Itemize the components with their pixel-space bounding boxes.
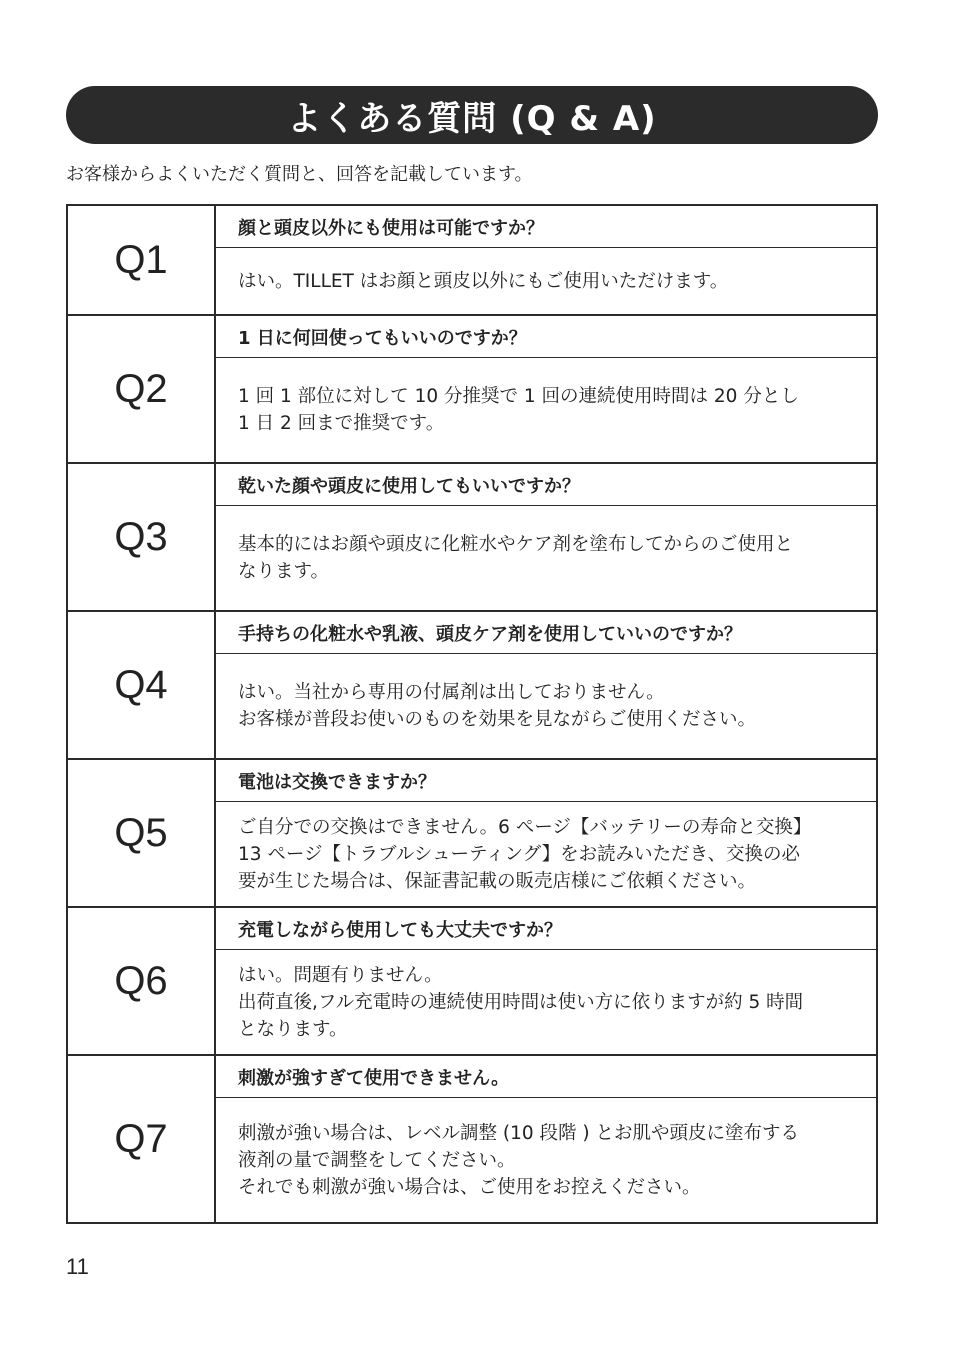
question-text: 刺激が強すぎて使用できません。 [216, 1056, 876, 1098]
qa-row [68, 908, 876, 1056]
question-text: 手持ちの化粧水や乳液、頭皮ケア剤を使用していいのですか？ [216, 612, 876, 654]
page-number: 11 [66, 1254, 89, 1279]
question-text: 充電しながら使用しても大丈夫ですか？ [216, 908, 876, 950]
qa-row [68, 206, 876, 316]
question-number: Q6 [68, 908, 216, 1054]
qa-body [216, 206, 876, 314]
qa-row [68, 464, 876, 612]
answer-text [216, 248, 876, 314]
answer-line: 1 回 1 部位に対して 10 分推奨で 1 回の連続使用時間は 20 分とし [238, 386, 799, 407]
answer-line: 基本的にはお顔や頭皮に化粧水やケア剤を塗布してからのご使用と [238, 534, 794, 555]
answer-line: はい。問題有りません。 [238, 964, 443, 986]
qa-body [216, 316, 876, 462]
answer-text [216, 802, 876, 906]
intro-text: お客様からよくいただく質問と、回答を記載しています。 [66, 164, 533, 185]
answer-text [216, 654, 876, 758]
answer-line: となります。 [238, 1018, 348, 1040]
qa-body [216, 908, 876, 1054]
title-banner [66, 86, 878, 144]
question-number: Q2 [68, 316, 216, 462]
answer-line: 13 ページ【トラブルシューティング】をお読みいただき、交換の必 [238, 843, 800, 865]
question-number: Q7 [68, 1056, 216, 1222]
qa-body [216, 612, 876, 758]
question-text: 電池は交換できますか？ [216, 760, 876, 802]
question-number: Q4 [68, 612, 216, 758]
answer-line: なります。 [238, 561, 330, 582]
answer-line: それでも刺激が強い場合は、ご使用をお控えください。 [238, 1176, 701, 1198]
question-number: Q5 [68, 760, 216, 906]
answer-line: お客様が普段お使いのものを効果を見ながらご使用ください。 [238, 709, 757, 730]
answer-text [216, 950, 876, 1054]
answer-text [216, 1098, 876, 1222]
answer-text [216, 506, 876, 610]
answer-line: はい。TILLET はお顔と頭皮以外にもご使用いただけます。 [238, 270, 729, 292]
question-text: 1 日に何回使ってもいいのですか？ [216, 316, 876, 358]
answer-line: 刺激が強い場合は、レベル調整 (10 段階 ) とお肌や頭皮に塗布する [238, 1122, 800, 1144]
answer-line: 出荷直後,フル充電時の連続使用時間は使い方に依りますが約 5 時間 [238, 991, 804, 1013]
question-text: 顔と頭皮以外にも使用は可能ですか？ [216, 206, 876, 248]
qa-body [216, 1056, 876, 1222]
qa-row [68, 316, 876, 464]
answer-line: 要が生じた場合は、保証書記載の販売店様にご依頼ください。 [238, 870, 757, 892]
qa-body [216, 760, 876, 906]
answer-line: はい。当社から専用の付属剤は出しておりません。 [238, 682, 665, 703]
qa-row [68, 760, 876, 908]
question-number: Q3 [68, 464, 216, 610]
qa-row [68, 1056, 876, 1222]
answer-line: ご自分での交換はできません。6 ページ【バッテリーの寿命と交換】 [238, 816, 812, 838]
qa-row [68, 612, 876, 760]
qa-body [216, 464, 876, 610]
answer-line: 1 日 2 回まで推奨です。 [238, 413, 445, 434]
qa-table [66, 204, 878, 1224]
question-number: Q1 [68, 206, 216, 314]
answer-line: 液剤の量で調整をしてください。 [238, 1149, 516, 1171]
question-text: 乾いた顔や頭皮に使用してもいいですか？ [216, 464, 876, 506]
answer-text [216, 358, 876, 462]
page-title: よくある質問 (Q & A) [287, 98, 657, 139]
